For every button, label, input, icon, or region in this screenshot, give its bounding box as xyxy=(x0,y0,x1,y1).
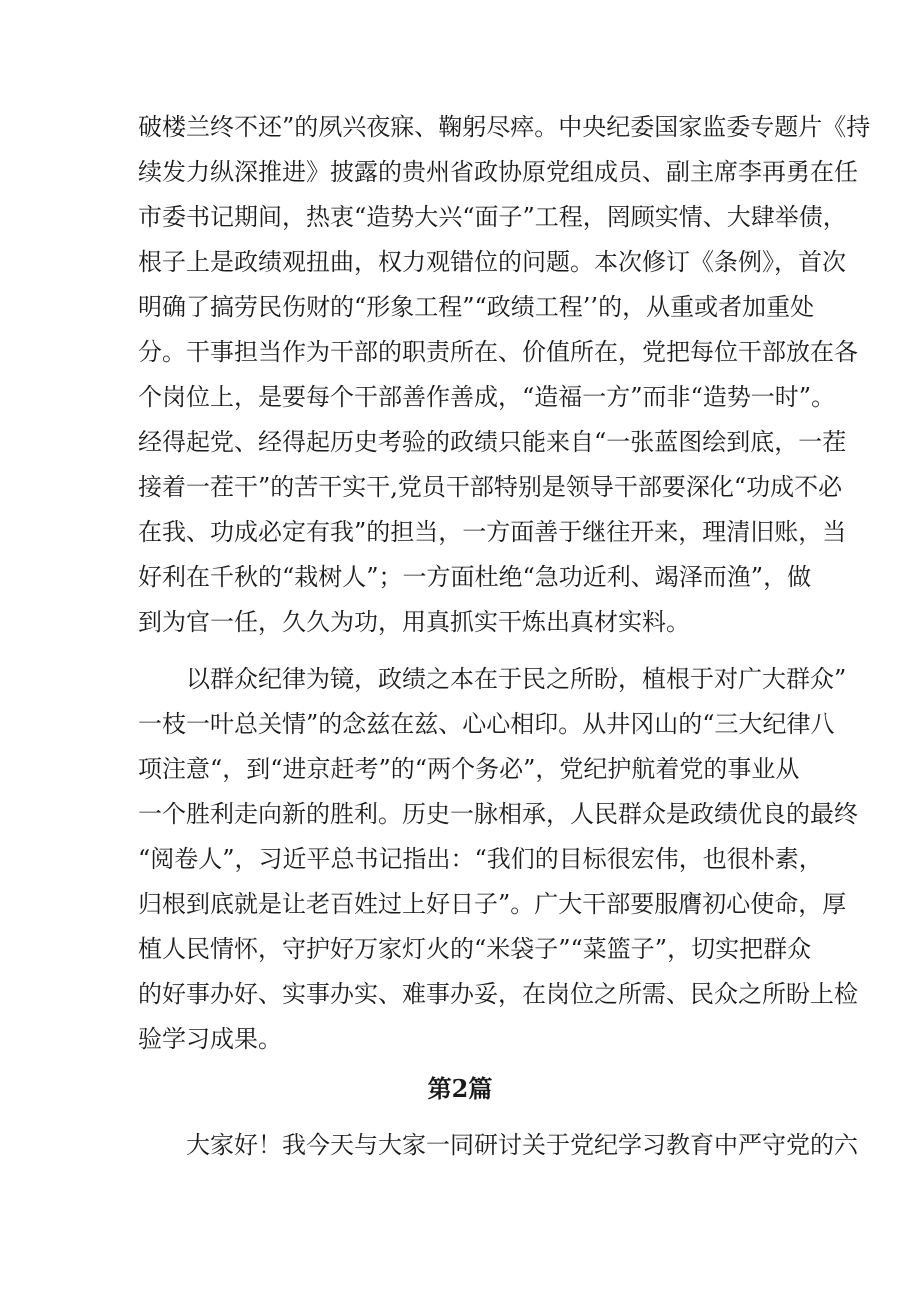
paragraph-line: 续发力纵深推进》披露的贵州省政协原党组成员、副主席李再勇在任 xyxy=(138,158,858,186)
paragraph-line: 分。干事担当作为干部的职责所在、价值所在，党把每位干部放在各 xyxy=(138,338,858,366)
paragraph-line: 接着一茬干”的苦干实干,党员干部特别是领导干部要深化“功成不必 xyxy=(138,473,843,501)
paragraph-line: 破楼兰终不还”的夙兴夜寐、鞠躬尽瘁。中央纪委国家监委专题片《持 xyxy=(138,113,871,141)
paragraph-line: 一枝一叶总关情”的念兹在兹、心心相印。从井冈山的“三大纪律八 xyxy=(138,710,835,738)
paragraph-line: 明确了搞劳民伤财的“形象工程”“政绩工程’’的，从重或者加重处 xyxy=(138,293,815,321)
paragraph-line: 项注意“，到“进京赶考”的“两个务必”，党纪护航着党的事业从 xyxy=(138,755,800,783)
paragraph-line: 经得起党、经得起历史考验的政绩只能来自“一张蓝图绘到底，一茬 xyxy=(138,428,847,456)
paragraph-line: 根子上是政绩观扭曲，权力观错位的问题。本次修订《条例》，首次 xyxy=(138,248,846,276)
paragraph-line: 市委书记期间，热衷“造势大兴“面子”工程，罔顾实情、大肆举债， xyxy=(138,203,847,231)
paragraph-line: 大家好！我今天与大家一同研讨关于党纪学习教育中严守党的六 xyxy=(186,1131,858,1159)
paragraph-line: 以群众纪律为镜，政绩之本在于民之所盼，植根于对广大群众” xyxy=(186,665,847,693)
section-heading: 第2篇 xyxy=(427,1074,493,1103)
paragraph-line: 一个胜利走向新的胜利。历史一脉相承，人民群众是政绩优良的最终 xyxy=(138,800,858,828)
paragraph-line: 归根到底就是让老百姓过上好日子”。广大干部要服膺初心使命，厚 xyxy=(138,890,847,918)
paragraph-line: 验学习成果。 xyxy=(138,1025,282,1053)
paragraph-line: “阅卷人”，习近平总书记指出：“我们的目标很宏伟，也很朴素， xyxy=(138,845,823,873)
paragraph-line: 在我、功成必定有我”的担当，一方面善于继往开来，理清旧账，当 xyxy=(138,518,847,546)
paragraph-line: 植人民情怀，守护好万家灯火的“米袋子”“菜篮子”，切实把群众 xyxy=(138,935,812,963)
paragraph-line: 到为官一任，久久为功，用真抓实干炼出真材实料。 xyxy=(138,608,690,636)
paragraph-line: 好利在千秋的“栽树人”；一方面杜绝“急功近利、竭泽而渔”，做 xyxy=(138,563,812,591)
paragraph-line: 个岗位上，是要每个干部善作善成，“造福一方”而非“造势一时”。 xyxy=(138,383,836,411)
paragraph-line: 的好事办好、实事办实、难事办妥，在岗位之所需、民众之所盼上检 xyxy=(138,980,858,1008)
